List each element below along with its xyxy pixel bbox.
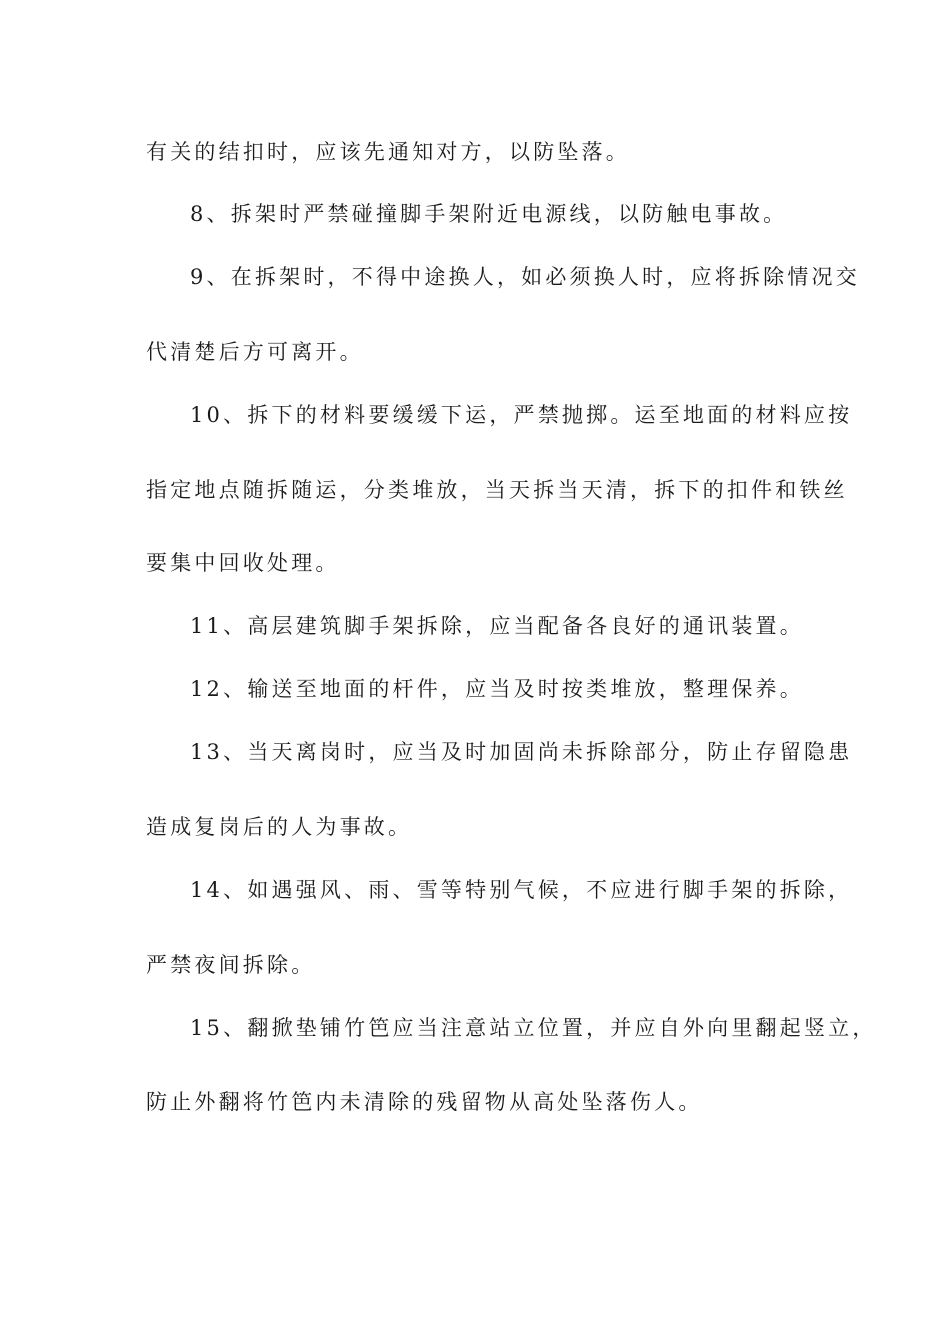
text-line: 14、如遇强风、雨、雪等特别气候，不应进行脚手架的拆除， — [190, 878, 853, 902]
text-line: 13、当天离岗时，应当及时加固尚未拆除部分，防止存留隐患 — [190, 740, 853, 764]
text-line: 8、拆架时严禁碰撞脚手架附近电源线，以防触电事故。 — [190, 202, 788, 226]
text-line: 防止外翻将竹笆内未清除的残留物从高处坠落伤人。 — [146, 1090, 703, 1114]
text-line: 代清楚后方可离开。 — [146, 340, 364, 364]
text-line: 11、高层建筑脚手架拆除，应当配备各良好的通讯装置。 — [190, 614, 804, 638]
text-line: 指定地点随拆随运，分类堆放，当天拆当天清，拆下的扣件和铁丝 — [146, 478, 848, 502]
text-line: 9、在拆架时，不得中途换人，如必须换人时，应将拆除情况交 — [190, 265, 860, 289]
text-line: 10、拆下的材料要缓缓下运，严禁抛掷。运至地面的材料应按 — [190, 403, 853, 427]
text-line: 造成复岗后的人为事故。 — [146, 815, 413, 839]
text-line: 12、输送至地面的杆件，应当及时按类堆放，整理保养。 — [190, 677, 804, 701]
text-line: 15、翻掀垫铺竹笆应当注意站立位置，并应自外向里翻起竖立， — [190, 1016, 877, 1040]
text-line: 要集中回收处理。 — [146, 551, 340, 575]
text-line: 严禁夜间拆除。 — [146, 953, 316, 977]
text-line: 有关的结扣时，应该先通知对方，以防坠落。 — [146, 140, 630, 164]
